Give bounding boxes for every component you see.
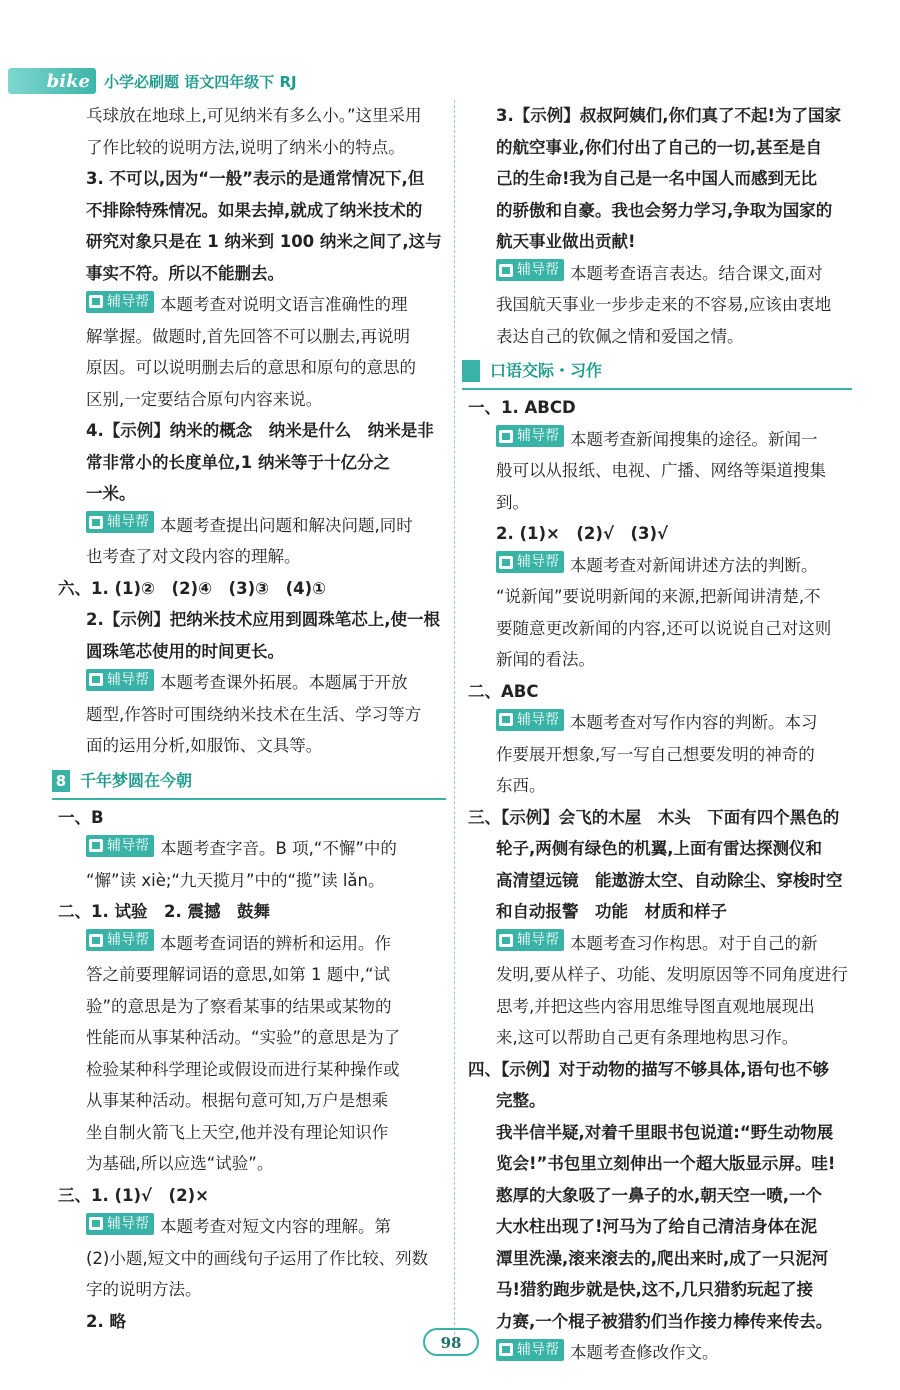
answer-line: 完整。 [496, 1091, 546, 1110]
answer-line: 马!猎豹跑步就是快,这不,几只猎豹玩起了接 [496, 1280, 814, 1299]
answer-line: 事实不符。所以不能删去。 [86, 263, 284, 283]
text-line: 新闻的看法。 [496, 650, 595, 669]
book-icon [499, 556, 513, 569]
book-icon [499, 264, 513, 277]
text-line: (2)小题,短文中的画线句子运用了作比较、列数 [86, 1248, 429, 1268]
help-tag-label: 辅导帮 [517, 262, 559, 278]
text-line: 字的说明方法。 [86, 1280, 202, 1299]
answer-line: 3. 不可以,因为“一般”表示的是通常情况下,但 [86, 169, 425, 188]
help-tag-label: 辅导帮 [517, 711, 559, 728]
right-column [468, 100, 852, 1369]
book-icon [89, 295, 103, 308]
help-tag [496, 709, 564, 731]
answer-line: 四、【示例】对于动物的描写不够具体,语句也不够 [468, 1059, 830, 1079]
help-text: 本题考查提出问题和解决问题,同时 [160, 515, 413, 535]
answer-line: 常非常小的长度单位,1 纳米等于十亿分之 [86, 452, 390, 472]
help-note [468, 424, 852, 456]
text-line: 也考查了对文段内容的理解。 [86, 547, 301, 566]
page-number: 98 [423, 1328, 479, 1356]
text-line: “说新闻”要说明新闻的来源,把新闻讲清楚,不 [496, 587, 821, 606]
help-note [58, 510, 446, 542]
text-line: 来,这可以帮助自己更有条理地构思习作。 [496, 1028, 799, 1047]
answer-line: 我半信半疑,对着千里眼书包说道:“野生动物展 [496, 1122, 834, 1142]
section-number: 8 [52, 770, 70, 792]
text-line: 乓球放在地球上,可见纳米有多么小。”这里采用 [86, 106, 422, 125]
answer-line: 和自动报警 功能 材质和样子 [496, 902, 727, 921]
section-heading [462, 354, 852, 390]
answer-line: 一、1. ABCD [468, 398, 576, 417]
help-tag-label: 辅导帮 [107, 1215, 149, 1232]
answer-line: 轮子,两侧有绿色的机翼,上面有雷达探测仪和 [496, 839, 823, 858]
text-line: 东西。 [496, 776, 546, 795]
section-title: 千年梦圆在今朝 [80, 770, 193, 790]
answer-line: 力赛,一个棍子被猎豹们当作接力棒传来传去。 [496, 1311, 833, 1331]
answer-line: 研究对象只是在 1 纳米到 100 纳米之间了,这与 [86, 232, 442, 251]
text-line: 了作比较的说明方法,说明了纳米小的特点。 [86, 137, 405, 157]
text-line: 面的运用分析,如服饰、文具等。 [86, 736, 323, 755]
help-text: 本题考查语言表达。结合课文,面对 [570, 263, 823, 283]
text-line: 检验某种科学理论或假设而进行某种操作或 [86, 1059, 400, 1079]
book-icon [89, 839, 103, 852]
left-column [55, 100, 446, 1337]
answer-line: 己的生命!我为自己是一名中国人而感到无比 [496, 169, 818, 188]
answer-line: 航天事业做出贡献! [496, 232, 636, 251]
answer-line: 览会!”书包里立刻伸出一个超大版显示屏。哇! [496, 1154, 836, 1173]
book-icon [499, 1343, 513, 1356]
book-title: 小学必刷题 语文四年级下 RJ [104, 72, 297, 91]
help-tag-label: 辅导帮 [107, 837, 149, 854]
answer-line: 圆珠笔芯使用的时间更长。 [86, 641, 284, 661]
help-note [58, 833, 446, 865]
help-note [58, 289, 446, 321]
book-icon [89, 673, 103, 686]
help-text: 本题考查对写作内容的判断。本习 [570, 713, 818, 732]
answer-line: 高清望远镜 能遨游太空、自动除尘、穿梭时空 [496, 870, 843, 890]
help-tag [86, 669, 154, 691]
answer-line: 不排除特殊情况。如果去掉,就成了纳米技术的 [86, 200, 423, 220]
header-badge [8, 68, 96, 94]
help-tag [496, 425, 564, 447]
help-text: 本题考查修改作文。 [570, 1343, 719, 1362]
help-tag [496, 259, 564, 281]
answer-line: 三、1. (1)√ (2)× [58, 1185, 209, 1205]
help-note [468, 928, 852, 960]
text-line: 作要展开想象,写一写自己想要发明的神奇的 [496, 744, 815, 764]
help-note [468, 258, 852, 290]
answer-line: 二、1. 试验 2. 震撼 鼓舞 [58, 902, 270, 921]
column-divider [454, 100, 455, 1340]
text-line: 验”的意思是为了察看某事的结果或某物的 [86, 996, 392, 1016]
help-note [468, 707, 852, 739]
text-line: 从事某种活动。根据句意可知,万户是想乘 [86, 1091, 389, 1110]
answer-line: 大水柱出现了!河马为了给自己清洁身体在泥 [496, 1217, 818, 1236]
help-note [468, 1337, 852, 1369]
help-tag-label: 辅导帮 [517, 428, 559, 444]
help-text: 本题考查课外拓展。本题属于开放 [160, 673, 408, 692]
text-line: 解掌握。做题时,首先回答不可以删去,再说明 [86, 326, 410, 346]
answer-line: 六、1. (1)② (2)④ (3)③ (4)① [58, 578, 327, 598]
answer-line: 2. 略 [86, 1311, 126, 1331]
help-tag [496, 929, 564, 951]
text-line: 表达自己的钦佩之情和爱国之情。 [496, 326, 744, 346]
book-icon [499, 430, 513, 443]
help-tag [86, 291, 154, 313]
help-tag [86, 835, 154, 857]
answer-line: 3.【示例】叔叔阿姨们,你们真了不起!为了国家 [496, 106, 842, 125]
help-tag-label: 辅导帮 [107, 932, 149, 948]
section-marker [462, 360, 480, 382]
text-line: 发明,要从样子、功能、发明原因等不同角度进行 [496, 965, 848, 984]
help-tag [86, 1213, 154, 1235]
text-line: 我国航天事业一步步走来的不容易,应该由衷地 [496, 295, 832, 314]
help-text: 本题考查新闻搜集的途径。新闻一 [570, 429, 818, 449]
help-note [58, 1211, 446, 1243]
text-line: 坐自制火箭飞上天空,他并没有理论知识作 [86, 1122, 389, 1142]
answer-line: 4.【示例】纳米的概念 纳米是什么 纳米是非 [86, 421, 434, 440]
book-icon [499, 934, 513, 947]
help-tag-label: 辅导帮 [107, 293, 149, 310]
answer-line: 一、B [58, 807, 104, 827]
help-text: 本题考查习作构思。对于自己的新 [570, 933, 818, 953]
help-tag [86, 511, 154, 533]
help-tag-label: 辅导帮 [107, 671, 149, 688]
answer-line: 憨厚的大象吸了一鼻子的水,朝天空一喷,一个 [496, 1185, 823, 1205]
help-tag [496, 1339, 564, 1361]
book-icon [89, 1217, 103, 1230]
answer-line: 三、【示例】会飞的木屋 木头 下面有四个黑色的 [468, 807, 840, 827]
book-icon [499, 713, 513, 726]
help-text: 本题考查词语的辨析和运用。作 [160, 933, 391, 953]
answer-line: 二、ABC [468, 681, 539, 701]
help-tag-label: 辅导帮 [517, 1341, 559, 1358]
answer-line: 的航空事业,你们付出了自己的一切,甚至是自 [496, 137, 823, 157]
answer-line: 2. (1)× (2)√ (3)√ [496, 524, 669, 543]
text-line: 性能而从事某种活动。“实验”的意思是为了 [86, 1028, 401, 1047]
text-line: 为基础,所以应选“试验”。 [86, 1154, 274, 1173]
header-badge-text: bike [46, 70, 90, 92]
help-text: 本题考查对说明文语言准确性的理 [160, 295, 408, 314]
help-note [58, 667, 446, 699]
help-tag [496, 551, 564, 573]
text-line: 区别,一定要结合原句内容来说。 [86, 389, 323, 409]
book-icon [89, 516, 103, 529]
help-tag-label: 辅导帮 [517, 554, 559, 570]
help-tag-label: 辅导帮 [517, 932, 559, 948]
book-icon [89, 934, 103, 947]
answer-line: 的骄傲和自豪。我也会努力学习,争取为国家的 [496, 200, 833, 220]
help-tag-label: 辅导帮 [107, 514, 149, 530]
page-header [0, 66, 420, 96]
answer-line: 潭里洗澡,滚来滚去的,爬出来时,成了一只泥河 [496, 1248, 829, 1268]
help-tag [86, 929, 154, 951]
text-line: 答之前要理解词语的意思,如第 1 题中,“试 [86, 965, 391, 984]
section-title: 口语交际・习作 [490, 361, 603, 381]
text-line: 般可以从报纸、电视、广播、网络等渠道搜集到。 [496, 461, 826, 512]
text-line: “懈”读 xiè;“九天揽月”中的“揽”读 lǎn。 [86, 870, 385, 890]
answer-line: 一米。 [86, 484, 136, 503]
section-heading [52, 764, 446, 800]
text-line: 思考,并把这些内容用思维导图直观地展现出 [496, 996, 815, 1016]
help-text: 本题考查对短文内容的理解。第 [160, 1217, 391, 1236]
answer-line: 2.【示例】把纳米技术应用到圆珠笔芯上,使一根 [86, 610, 441, 629]
help-text: 本题考查对新闻讲述方法的判断。 [570, 555, 818, 575]
text-line: 题型,作答时可围绕纳米技术在生活、学习等方 [86, 704, 422, 724]
text-line: 要随意更改新闻的内容,还可以说说自己对这则 [496, 618, 832, 638]
help-text: 本题考查字音。B 项,“不懈”中的 [160, 839, 397, 858]
help-note [58, 928, 446, 960]
text-line: 原因。可以说明删去后的意思和原句的意思的 [86, 358, 416, 377]
help-note [468, 550, 852, 582]
